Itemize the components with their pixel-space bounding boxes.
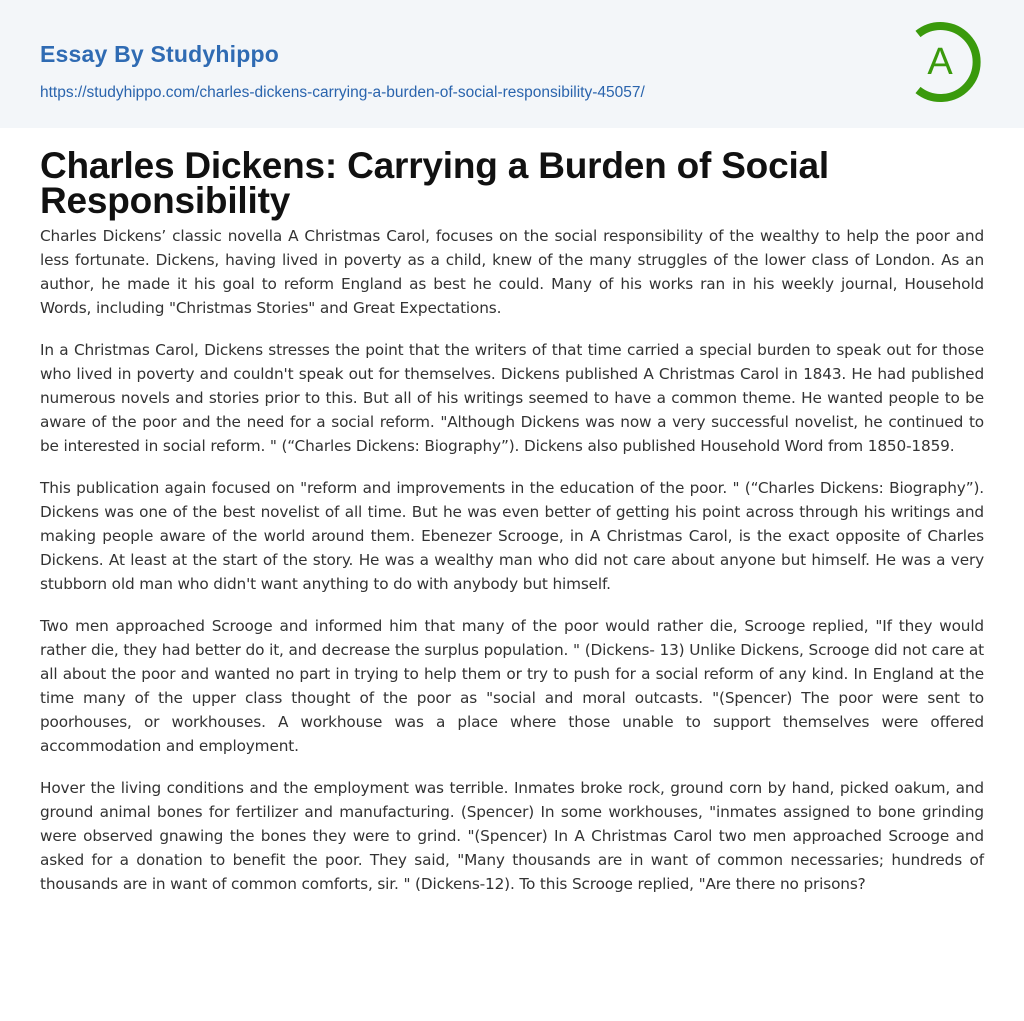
article-title: Charles Dickens: Carrying a Burden of Social Responsibility <box>40 145 829 221</box>
article <box>0 145 1024 896</box>
paragraph: Charles Dickens’ classic novella A Christmas Carol, focuses on the social responsibility of the wealthy to help the poor and less fortunate. Dickens, having lived in poverty as a child, knew of the many struggles of the lower class of London. As an author, he made it his goal to reform England as best he could. Many of his works ran in his weekly journal, Household Words, including "Christmas Stories" and Great Expectations. <box>40 227 984 317</box>
logo-letter: A <box>927 41 953 83</box>
paragraph: Hover the living conditions and the employment was terrible. Inmates broke rock, ground corn by hand, picked oakum, and ground animal bones for fertilizer and manufacturing. (Spencer) In some workhouses, "inmates assigned to bone grinding were observed gnawing the bones they were to grind. "(Spencer) In A Christmas Carol two men approached Scrooge and asked for a donation to benefit the poor. They said, "Many thousands are in want of common necessaries; hundreds of thousands are in want of common comforts, sir. " (Dickens-12). To this Scrooge replied, "Are there no prisons? <box>40 779 984 893</box>
paragraph: This publication again focused on "reform and improvements in the education of the poor. " (“Charles Dickens: Biography”). Dickens was one of the best novelist of all time. But he was even better of getting his point across through his writings and making people aware of the world around them. Ebenezer Scrooge, in A Christmas Carol, is the exact opposite of Charles Dickens. At least at the start of the story. He was a wealthy man who did not care about anyone but himself. He was a very stubborn old man who didn't want anything to do with anybody but himself. <box>40 479 984 593</box>
source-url-link[interactable]: https://studyhippo.com/charles-dickens-carrying-a-burden-of-social-responsibility-45057/ <box>40 84 645 101</box>
paragraph: In a Christmas Carol, Dickens stresses the point that the writers of that time carried a special burden to speak out for those who lived in poverty and couldn't speak out for themselves. Dickens published A Christmas Carol in 1843. He had published numerous novels and stories prior to this. But all of his writings seemed to have a common theme. He wanted people to be aware of the poor and the need for a social reform. "Although Dickens was now a very successful novelist, he continued to be interested in social reform. " (“Charles Dickens: Biography”). Dickens also published Household Word from 1850-1859. <box>40 341 984 455</box>
brand-title: Essay By Studyhippo <box>40 41 279 67</box>
site-header <box>0 0 1024 128</box>
paragraph: Two men approached Scrooge and informed him that many of the poor would rather die, Scrooge replied, "If they would rather die, they had better do it, and decrease the surplus population. " (Dickens- 13) Unlike Dickens, Scrooge did not care at all about the poor and wanted no part in trying to help them or try to push for a social reform of any kind. In England at the time many of the upper class thought of the poor as "social and moral outcasts. "(Spencer) The poor were sent to poorhouses, or workhouses. A workhouse was a place where those unable to support themselves were offered accommodation and employment. <box>40 617 984 755</box>
studyhippo-logo-icon <box>912 20 984 104</box>
